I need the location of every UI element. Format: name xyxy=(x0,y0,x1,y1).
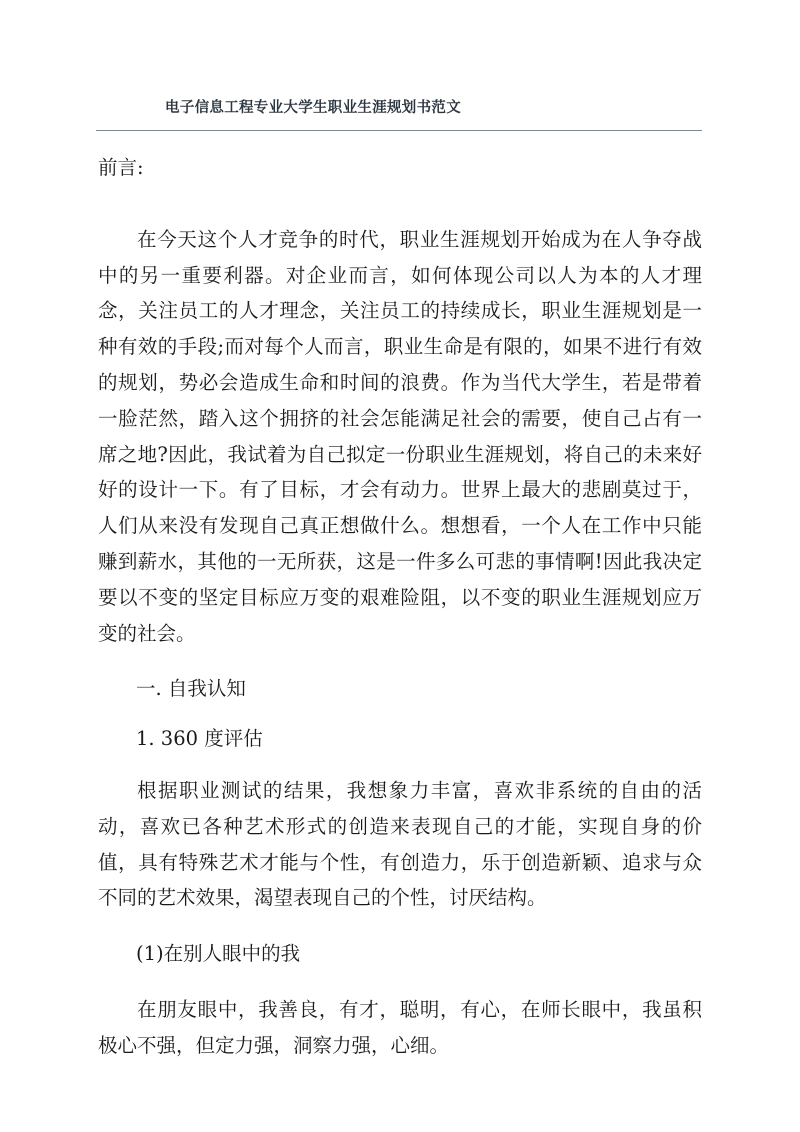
subsection-heading-360-assessment: 1. 360 度评估 xyxy=(136,727,263,751)
preface-label: 前言: xyxy=(98,156,144,179)
intro-paragraph: 在今天这个人才竞争的时代，职业生涯规划开始成为在人争夺战中的另一重要利器。对企业而言，如何体现公司以人为本的人才理念，关注员工的人才理念，关注员工的持续成长，职业生涯规划是一种有效的手段;而对每个人而言，职业生命是有限的，如果不进行有效的规划，势必会造成生命和时间的浪费。作为当代大学生，若是带着一脸茫然，踏入这个拥挤的社会怎能满足社会的需要，使自己占有一席之地?因此，我试着为自己拟定一份职业生涯规划，将自己的未来好好的设计一下。有了目标，才会有动力。世界上最大的悲剧莫过于，人们从来没有发现自己真正想做什么。想想看，一个人在工作中只能赚到薪水，其他的一无所获，这是一件多么可悲的事情啊!因此我决定要以不变的坚定目标应万变的艰难险阻，以不变的职业生涯规划应万变的社会。 xyxy=(98,227,702,645)
document-header-title: 电子信息工程专业大学生职业生涯规划书范文 xyxy=(165,99,461,116)
item-heading-others-view: (1)在别人眼中的我 xyxy=(136,942,301,966)
others-view-paragraph: 在朋友眼中，我善良，有才，聪明，有心，在师长眼中，我虽积极心不强，但定力强，洞察力强，心细。 xyxy=(98,997,702,1057)
document-body xyxy=(98,150,702,1064)
assessment-paragraph: 根据职业测试的结果，我想象力丰富，喜欢非系统的自由的活动，喜欢已各种艺术形式的创造来表现自己的才能，实现自身的价值，具有特殊艺术才能与个性，有创造力，乐于创造新颖、追求与众不同的艺术效果，渴望表现自己的个性，讨厌结构。 xyxy=(98,778,702,910)
section-heading-self-awareness: 一. 自我认知 xyxy=(136,677,246,701)
header-divider xyxy=(96,130,702,131)
